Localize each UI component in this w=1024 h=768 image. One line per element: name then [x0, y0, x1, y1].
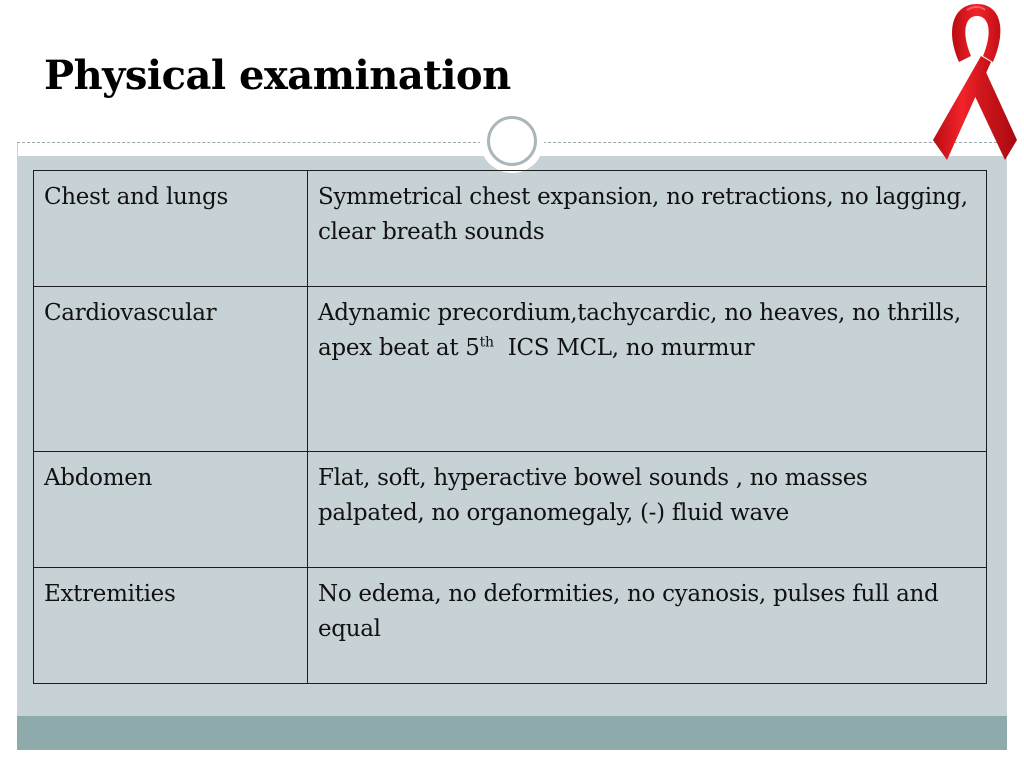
- exam-finding-cell: [308, 452, 987, 568]
- exam-label: Chest and lungs: [44, 184, 228, 210]
- exam-finding: No edema, no deformities, no cyanosis, pulses full and equal: [318, 581, 939, 642]
- exam-label-cell: [34, 171, 308, 287]
- exam-finding-continued: ICS MCL, no murmur: [493, 335, 755, 361]
- table-row: [34, 452, 987, 568]
- exam-finding-cell: [308, 287, 987, 452]
- exam-label: Extremities: [44, 581, 176, 607]
- exam-finding: Symmetrical chest expansion, no retractions, no lagging, clear breath sounds: [318, 184, 968, 245]
- physical-exam-table: [33, 170, 987, 684]
- circle-ornament-ring: [487, 116, 537, 166]
- exam-label: Abdomen: [44, 465, 153, 491]
- exam-label: Cardiovascular: [44, 300, 217, 326]
- exam-label-cell: [34, 568, 308, 684]
- table-row: [34, 287, 987, 452]
- exam-finding: Flat, soft, hyperactive bowel sounds , no masses palpated, no organomegaly, (-) fluid wave: [318, 465, 868, 526]
- ordinal-superscript: th: [479, 334, 494, 351]
- table-row: [34, 568, 987, 684]
- table-row: [34, 171, 987, 287]
- exam-finding-cell: [308, 568, 987, 684]
- exam-finding-cell: [308, 171, 987, 287]
- exam-label-cell: [34, 287, 308, 452]
- red-awareness-ribbon-icon: [925, 0, 1024, 162]
- exam-label-cell: [34, 452, 308, 568]
- bottom-band: [17, 716, 1007, 750]
- exam-finding: Adynamic precordium,tachycardic, no heaves, no thrills, apex beat at 5: [318, 300, 961, 361]
- slide-title: Physical examination: [44, 52, 511, 99]
